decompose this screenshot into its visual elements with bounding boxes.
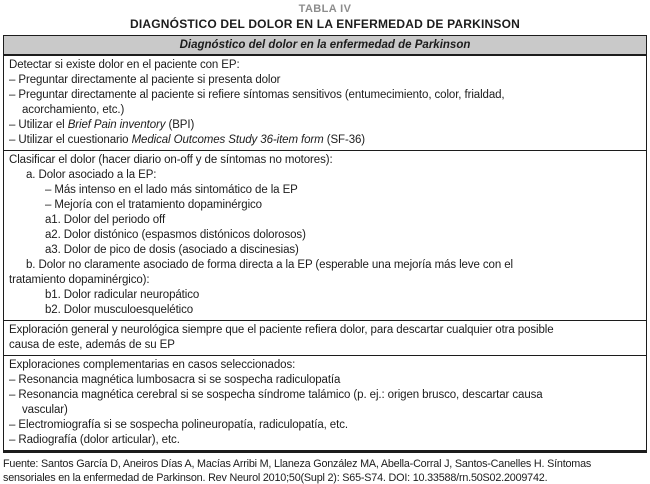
table-line — [9, 168, 641, 183]
source-line-2: sensoriales en la enfermedad de Parkinson. Rev Neurol 2010;50(Supl 2): S65-S74. DOI: 10.33588/rn.50S02.2009742. — [3, 471, 548, 484]
source-line-1: Fuente: Santos García D, Aneiros Días A, Macías Arribi M, Llaneza González MA, Abella-Corral J, Santos-Canelles H. Síntomas — [3, 458, 592, 470]
text-segment: vascular) — [22, 404, 68, 416]
table-body — [4, 56, 646, 450]
table-row — [4, 150, 646, 320]
text-segment: – Electromiografía si se sospecha polineuropatía, radiculopatía, etc. — [9, 419, 348, 431]
table-line — [9, 133, 641, 148]
text-segment: a2. Dolor distónico (espasmos distónicos dolorosos) — [45, 229, 306, 241]
text-segment: Brief Pain inventory — [67, 119, 166, 131]
text-segment: – Utilizar el cuestionario — [9, 134, 132, 146]
table-line — [9, 153, 641, 168]
text-segment: – Utilizar el — [9, 119, 68, 131]
text-segment: Clasificar el dolor (hacer diario on-off y de síntomas no motores): — [9, 154, 333, 166]
text-segment: b1. Dolor radicular neuropático — [45, 289, 200, 301]
text-segment: – Mejoría con el tratamiento dopaminérgico — [45, 199, 262, 211]
text-segment: – Resonancia magnética cerebral si se sospecha síndrome talámico (p. ej.: origen brusco, descartar causa — [9, 389, 543, 401]
table-line — [9, 213, 641, 228]
diagnosis-table — [3, 35, 647, 453]
table-title: DIAGNÓSTICO DEL DOLOR EN LA ENFERMEDAD DE PARKINSON — [130, 17, 520, 31]
table-line — [9, 228, 641, 243]
table-line — [9, 58, 641, 73]
text-segment: tratamiento dopaminérgico): — [9, 274, 150, 286]
source-citation — [3, 458, 647, 484]
text-segment: b2. Dolor musculoesquelético — [45, 304, 194, 316]
text-segment: – Más intenso en el lado más sintomático de la EP — [45, 184, 298, 196]
table-line — [9, 198, 641, 213]
table-line — [9, 338, 641, 353]
table-row — [4, 320, 646, 355]
table-line — [9, 288, 641, 303]
table-header: Diagnóstico del dolor en la enfermedad de Parkinson — [4, 36, 646, 56]
table-row — [4, 56, 646, 150]
text-segment: Detectar si existe dolor en el paciente con EP: — [9, 59, 240, 71]
table-line — [9, 258, 641, 273]
text-segment: a3. Dolor de pico de dosis (asociado a discinesias) — [45, 244, 299, 256]
table-line — [9, 403, 641, 418]
table-line — [9, 88, 641, 103]
text-segment: Exploraciones complementarias en casos seleccionados: — [9, 359, 296, 371]
table-line — [9, 418, 641, 433]
text-segment: (BPI) — [165, 119, 195, 131]
table-line — [9, 73, 641, 88]
text-segment: a1. Dolor del periodo off — [45, 214, 166, 226]
text-segment: acorchamiento, etc.) — [22, 104, 125, 116]
text-segment: a. Dolor asociado a la EP: — [26, 169, 157, 181]
text-segment: – Preguntar directamente al paciente si refiere síntomas sensitivos (entumecimiento, color, frialdad, — [9, 89, 505, 101]
text-segment: causa de este, además de su EP — [9, 339, 175, 351]
table-line — [9, 303, 641, 318]
table-line — [9, 323, 641, 338]
text-segment: – Resonancia magnética lumbosacra si se sospecha radiculopatía — [9, 374, 341, 386]
table-line — [9, 433, 641, 448]
text-segment: – Radiografía (dolor articular), etc. — [9, 434, 180, 446]
text-segment: Exploración general y neurológica siempre que el paciente refiera dolor, para descartar cualquier otra posible — [9, 324, 554, 336]
table-row — [4, 355, 646, 450]
text-segment: b. Dolor no claramente asociado de forma directa a la EP (esperable una mejoría más leve con el — [26, 259, 513, 271]
table-line — [9, 243, 641, 258]
text-segment: Medical Outcomes Study 36-item form — [131, 134, 324, 146]
table-line — [9, 118, 641, 133]
table-line — [9, 358, 641, 373]
text-segment: – Preguntar directamente al paciente si presenta dolor — [9, 74, 281, 86]
table-line — [9, 388, 641, 403]
table-number: TABLA IV — [298, 3, 352, 15]
table-line — [9, 373, 641, 388]
table-line — [9, 183, 641, 198]
table-line — [9, 103, 641, 118]
table-line — [9, 273, 641, 288]
text-segment: (SF-36) — [323, 134, 366, 146]
